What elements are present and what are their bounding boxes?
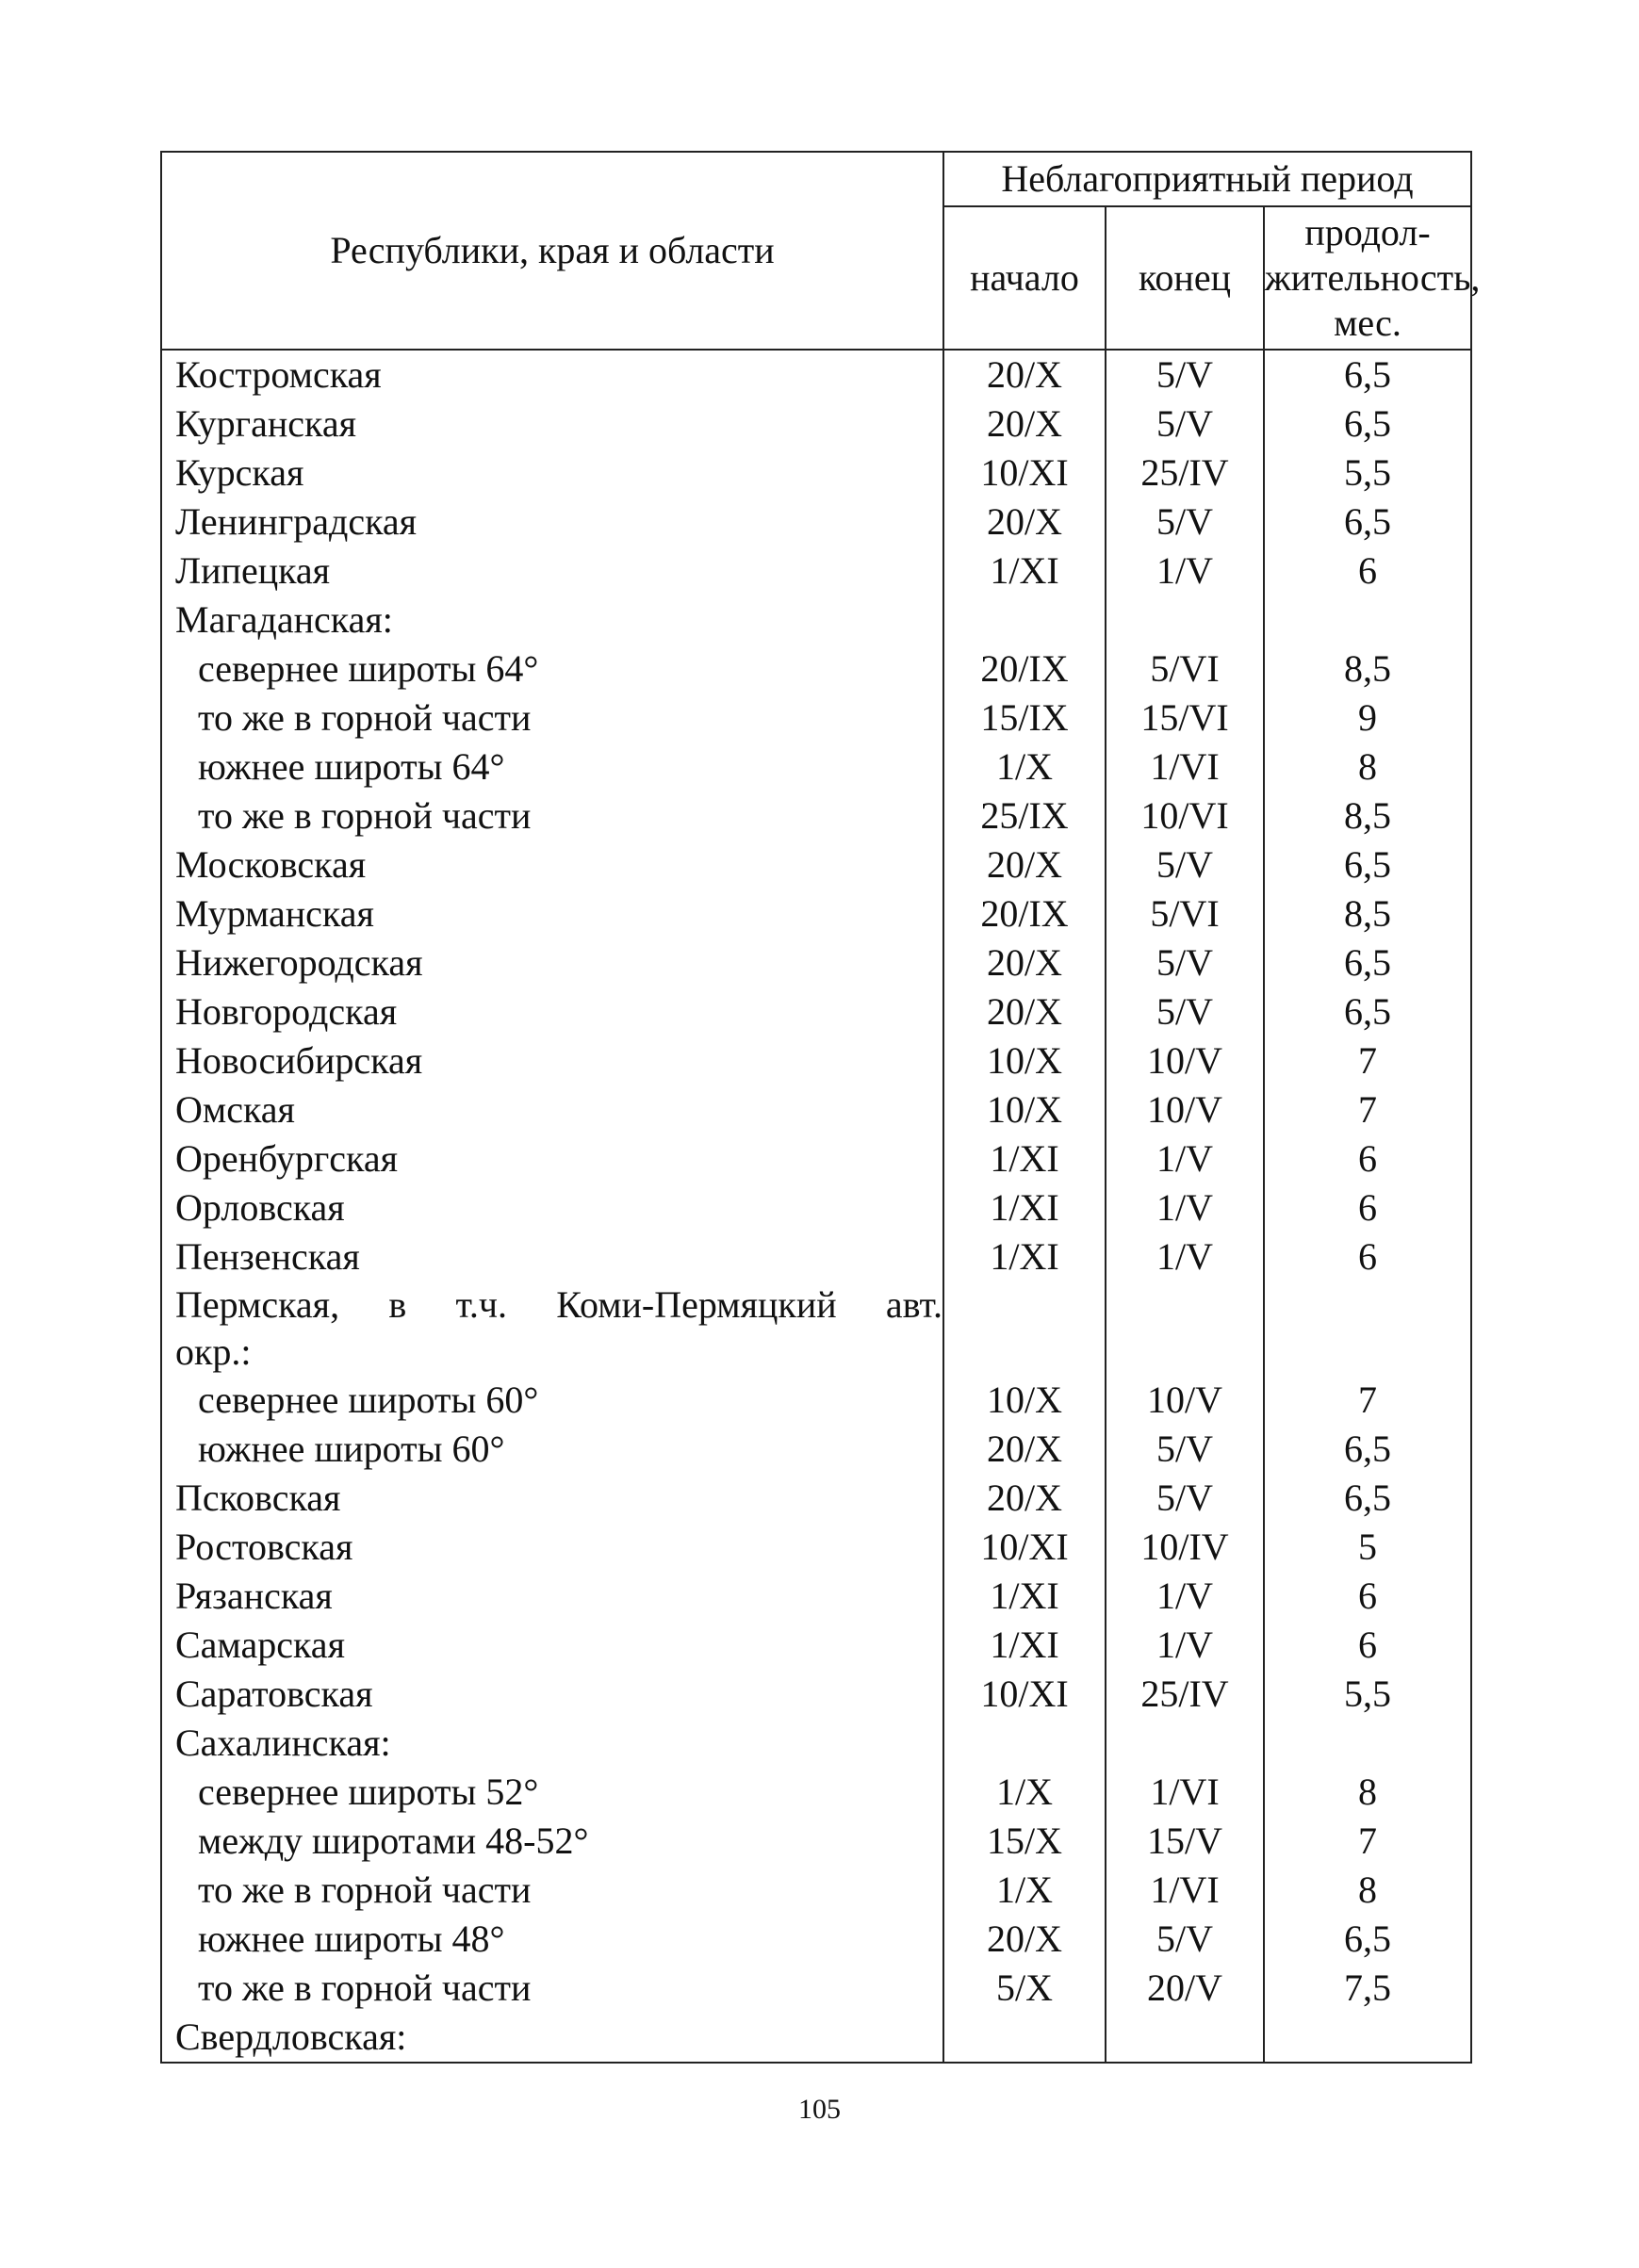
end-cell: 10/V	[1106, 1085, 1264, 1134]
region-name-cell: то же в горной части	[161, 693, 943, 742]
start-cell: 20/X	[943, 1915, 1106, 1964]
start-cell: 15/IX	[943, 693, 1106, 742]
end-cell: 15/VI	[1106, 693, 1264, 742]
start-cell: 20/X	[943, 1425, 1106, 1474]
region-name-cell: Липецкая	[161, 547, 943, 596]
table-row	[161, 693, 1471, 742]
start-cell: 1/X	[943, 1768, 1106, 1817]
duration-cell	[1264, 2013, 1471, 2063]
end-cell: 5/V	[1106, 987, 1264, 1036]
start-cell	[943, 1281, 1106, 1376]
start-cell: 10/X	[943, 1085, 1106, 1134]
start-cell: 1/X	[943, 1866, 1106, 1915]
end-column-header: конец	[1106, 206, 1264, 350]
unfavorable-period-table	[160, 151, 1481, 2064]
page-number: 105	[798, 2094, 841, 2125]
duration-cell	[1264, 596, 1471, 645]
region-name-cell: между широтами 48-52°	[161, 1817, 943, 1866]
start-cell: 10/XI	[943, 1670, 1106, 1719]
table-row	[161, 791, 1471, 840]
table-row	[161, 1134, 1471, 1183]
start-cell: 1/XI	[943, 1621, 1106, 1670]
table-row	[161, 1670, 1471, 1719]
table-row	[161, 1719, 1471, 1768]
end-cell: 15/V	[1106, 1817, 1264, 1866]
region-name-line-1: Пермская, в т.ч. Коми-Пермяцкий авт.	[175, 1283, 942, 1326]
end-cell: 25/IV	[1106, 1670, 1264, 1719]
start-cell: 20/X	[943, 498, 1106, 547]
table-row	[161, 498, 1471, 547]
table-row	[161, 1915, 1471, 1964]
start-cell: 20/X	[943, 840, 1106, 889]
end-cell: 1/VI	[1106, 1866, 1264, 1915]
region-name-cell: севернее широты 52°	[161, 1768, 943, 1817]
start-cell	[943, 596, 1106, 645]
end-cell: 1/V	[1106, 1621, 1264, 1670]
table-row	[161, 1036, 1471, 1085]
region-column-header: Республики, края и области	[161, 152, 943, 350]
table-row	[161, 400, 1471, 449]
table-row	[161, 1964, 1471, 2013]
region-name-cell: Новгородская	[161, 987, 943, 1036]
start-cell	[943, 1719, 1106, 1768]
start-cell: 20/X	[943, 350, 1106, 400]
duration-cell: 6,5	[1264, 840, 1471, 889]
region-name-cell: Курская	[161, 449, 943, 498]
end-cell: 20/V	[1106, 1964, 1264, 2013]
duration-cell: 5,5	[1264, 1670, 1471, 1719]
table-row	[161, 2013, 1471, 2063]
start-cell: 10/X	[943, 1036, 1106, 1085]
region-name-cell: севернее широты 64°	[161, 645, 943, 693]
duration-cell: 7	[1264, 1817, 1471, 1866]
end-cell: 10/VI	[1106, 791, 1264, 840]
table-row	[161, 1621, 1471, 1670]
duration-cell: 6	[1264, 1572, 1471, 1621]
region-name-cell: то же в горной части	[161, 1866, 943, 1915]
region-name-cell: Магаданская:	[161, 596, 943, 645]
duration-cell	[1264, 1719, 1471, 1768]
table-row	[161, 742, 1471, 791]
table-row	[161, 1768, 1471, 1817]
region-name-cell: то же в горной части	[161, 1964, 943, 2013]
end-cell: 1/VI	[1106, 742, 1264, 791]
start-cell: 10/XI	[943, 1523, 1106, 1572]
duration-cell: 6	[1264, 547, 1471, 596]
duration-cell: 6,5	[1264, 350, 1471, 400]
end-cell: 5/V	[1106, 400, 1264, 449]
region-name-cell: южнее широты 60°	[161, 1425, 943, 1474]
table-row	[161, 645, 1471, 693]
start-cell: 1/XI	[943, 1232, 1106, 1281]
table-row	[161, 547, 1471, 596]
region-name-cell: Саратовская	[161, 1670, 943, 1719]
start-cell: 1/X	[943, 742, 1106, 791]
region-name-cell: Оренбургская	[161, 1134, 943, 1183]
end-cell	[1106, 1719, 1264, 1768]
end-cell: 5/V	[1106, 350, 1264, 400]
start-cell: 20/IX	[943, 889, 1106, 938]
region-name-cell: севернее широты 60°	[161, 1376, 943, 1425]
start-cell: 20/X	[943, 987, 1106, 1036]
table-row	[161, 1281, 1471, 1376]
table-row	[161, 1085, 1471, 1134]
region-name-cell: Рязанская	[161, 1572, 943, 1621]
end-cell: 5/V	[1106, 498, 1264, 547]
region-name-cell: Ленинградская	[161, 498, 943, 547]
table-row	[161, 1425, 1471, 1474]
end-cell: 5/V	[1106, 1425, 1264, 1474]
duration-cell: 6,5	[1264, 1474, 1471, 1523]
start-cell: 1/XI	[943, 1572, 1106, 1621]
region-name-cell: Орловская	[161, 1183, 943, 1232]
start-cell: 20/X	[943, 400, 1106, 449]
region-name-cell: Московская	[161, 840, 943, 889]
end-cell: 1/VI	[1106, 1768, 1264, 1817]
start-cell: 10/XI	[943, 449, 1106, 498]
end-cell: 10/IV	[1106, 1523, 1264, 1572]
duration-cell: 6,5	[1264, 498, 1471, 547]
duration-cell: 7	[1264, 1085, 1471, 1134]
duration-cell	[1264, 1281, 1471, 1376]
start-cell: 20/X	[943, 1474, 1106, 1523]
start-cell: 5/X	[943, 1964, 1106, 2013]
duration-cell: 8	[1264, 1866, 1471, 1915]
region-name-cell: Ростовская	[161, 1523, 943, 1572]
table-row	[161, 1232, 1471, 1281]
region-name-line-2: окр.:	[175, 1330, 252, 1373]
table-row	[161, 1572, 1471, 1621]
region-name-cell: то же в горной части	[161, 791, 943, 840]
duration-cell: 8,5	[1264, 645, 1471, 693]
duration-cell: 8,5	[1264, 889, 1471, 938]
end-cell: 1/V	[1106, 1183, 1264, 1232]
region-name-cell: Пензенская	[161, 1232, 943, 1281]
duration-cell: 9	[1264, 693, 1471, 742]
region-name-cell: Омская	[161, 1085, 943, 1134]
end-cell: 5/V	[1106, 938, 1264, 987]
duration-cell: 7	[1264, 1376, 1471, 1425]
region-name-cell: южнее широты 64°	[161, 742, 943, 791]
region-name-cell: Курганская	[161, 400, 943, 449]
duration-cell: 8	[1264, 742, 1471, 791]
duration-cell: 5,5	[1264, 449, 1471, 498]
region-name-cell: Костромская	[161, 350, 943, 400]
end-cell: 25/IV	[1106, 449, 1264, 498]
duration-cell: 6	[1264, 1621, 1471, 1670]
region-name-cell: Мурманская	[161, 889, 943, 938]
end-cell: 10/V	[1106, 1036, 1264, 1085]
duration-cell: 6	[1264, 1232, 1471, 1281]
duration-cell: 8,5	[1264, 791, 1471, 840]
end-cell: 5/VI	[1106, 645, 1264, 693]
region-name-cell	[161, 1281, 943, 1376]
table-row	[161, 840, 1471, 889]
end-cell: 5/V	[1106, 840, 1264, 889]
duration-cell: 6,5	[1264, 938, 1471, 987]
duration-cell: 6	[1264, 1134, 1471, 1183]
end-cell: 5/V	[1106, 1474, 1264, 1523]
start-cell: 15/X	[943, 1817, 1106, 1866]
end-cell	[1106, 2013, 1264, 2063]
table-row	[161, 1376, 1471, 1425]
end-cell	[1106, 596, 1264, 645]
table-row	[161, 938, 1471, 987]
duration-cell: 7	[1264, 1036, 1471, 1085]
table-header	[161, 152, 1481, 350]
duration-cell: 6,5	[1264, 1425, 1471, 1474]
table-row	[161, 889, 1471, 938]
start-column-header: начало	[943, 206, 1106, 350]
start-cell: 20/X	[943, 938, 1106, 987]
climate-table-container	[160, 151, 1481, 2064]
duration-cell: 6,5	[1264, 987, 1471, 1036]
start-cell: 1/XI	[943, 547, 1106, 596]
end-cell: 1/V	[1106, 547, 1264, 596]
region-name-cell: Сахалинская:	[161, 1719, 943, 1768]
start-cell: 10/X	[943, 1376, 1106, 1425]
duration-cell: 5	[1264, 1523, 1471, 1572]
start-cell: 1/XI	[943, 1183, 1106, 1232]
duration-cell: 7,5	[1264, 1964, 1471, 2013]
end-cell: 1/V	[1106, 1134, 1264, 1183]
region-name-cell: Самарская	[161, 1621, 943, 1670]
table-row	[161, 1523, 1471, 1572]
duration-cell: 6,5	[1264, 400, 1471, 449]
start-cell: 1/XI	[943, 1134, 1106, 1183]
region-name-cell: южнее широты 48°	[161, 1915, 943, 1964]
end-cell: 1/V	[1106, 1572, 1264, 1621]
period-group-header: Неблагоприятный период	[943, 152, 1471, 206]
duration-cell: 8	[1264, 1768, 1471, 1817]
table-row	[161, 1866, 1471, 1915]
table-row	[161, 1474, 1471, 1523]
end-cell: 10/V	[1106, 1376, 1264, 1425]
duration-column-header: продол-жительность, мес.	[1264, 206, 1471, 350]
region-name-cell: Псковская	[161, 1474, 943, 1523]
start-cell: 25/IX	[943, 791, 1106, 840]
end-cell: 1/V	[1106, 1232, 1264, 1281]
table-row	[161, 1183, 1471, 1232]
end-cell	[1106, 1281, 1264, 1376]
start-cell	[943, 2013, 1106, 2063]
table-row	[161, 350, 1471, 400]
table-row	[161, 987, 1471, 1036]
start-cell: 20/IX	[943, 645, 1106, 693]
end-cell: 5/VI	[1106, 889, 1264, 938]
table-body	[161, 350, 1471, 2063]
table-row	[161, 449, 1471, 498]
table-row	[161, 596, 1471, 645]
duration-cell: 6,5	[1264, 1915, 1471, 1964]
table-row	[161, 1817, 1471, 1866]
region-name-cell: Нижегородская	[161, 938, 943, 987]
duration-cell: 6	[1264, 1183, 1471, 1232]
region-name-cell: Новосибирская	[161, 1036, 943, 1085]
region-name-cell: Свердловская:	[161, 2013, 943, 2063]
end-cell: 5/V	[1106, 1915, 1264, 1964]
